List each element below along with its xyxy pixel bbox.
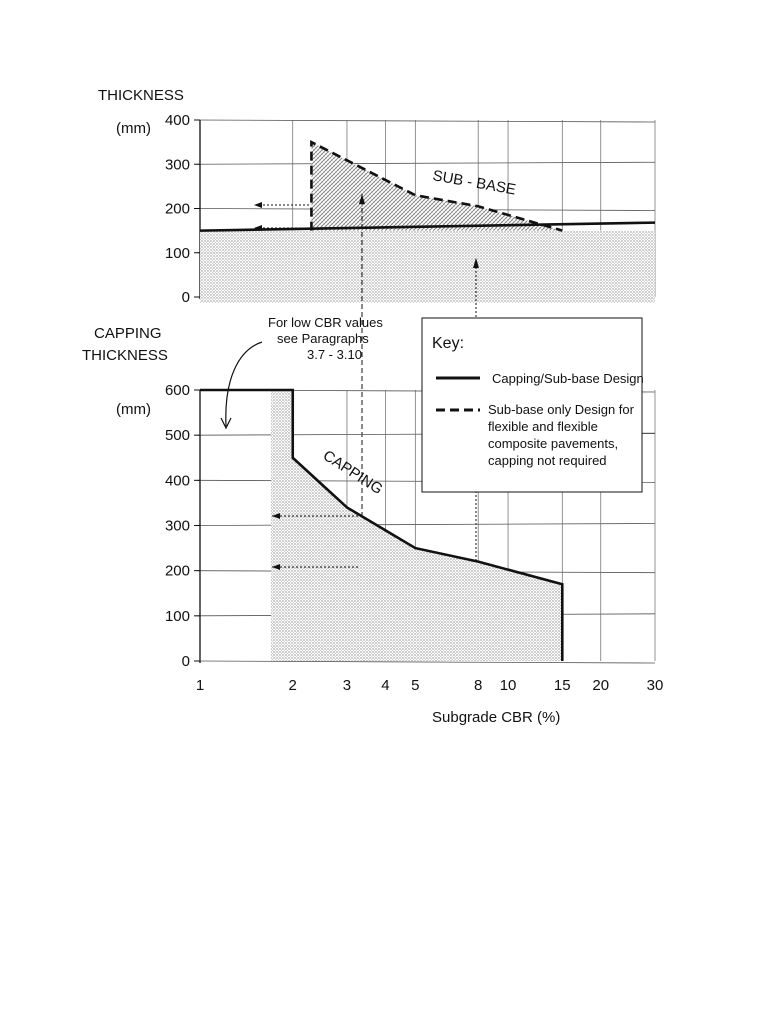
y-tick-label: 500	[164, 427, 190, 445]
subbase-ylabel-line2: (mm)	[116, 120, 151, 137]
y-tick-label: 300	[164, 156, 190, 174]
reading-arrow-head	[254, 202, 262, 208]
y-tick-label: 400	[164, 472, 190, 490]
gridline-horizontal	[197, 661, 655, 663]
x-tick-label: 10	[499, 677, 517, 694]
note-line1: For low CBR values	[268, 315, 383, 330]
capping-label: CAPPING	[319, 447, 386, 499]
y-tick-label: 200	[164, 200, 190, 218]
capping-ylabel-line1: CAPPING	[94, 325, 162, 342]
capping-ylabel-line3: (mm)	[116, 401, 151, 418]
subbase-label: SUB - BASE	[431, 167, 518, 199]
y-tick-label: 300	[164, 517, 190, 535]
gridline-horizontal	[197, 162, 655, 164]
x-tick-label: 15	[553, 677, 571, 694]
note-line3: 3.7 - 3.10	[307, 347, 362, 362]
x-axis-title: Subgrade CBR (%)	[432, 709, 561, 726]
key-dashed-line2: flexible and flexible	[488, 419, 598, 434]
key-title: Key:	[432, 335, 465, 352]
subbase-fill	[200, 231, 655, 303]
subbase-ylabel-line1: THICKNESS	[98, 87, 184, 104]
y-tick-label: 0	[181, 653, 190, 670]
x-tick-label: 1	[195, 677, 205, 694]
key-box	[422, 318, 644, 492]
note-arrow	[226, 342, 262, 426]
capping-ylabel-line2: THICKNESS	[82, 347, 168, 364]
note-line2: see Paragraphs	[277, 331, 369, 346]
gridline-horizontal	[197, 524, 655, 526]
key-solid-label: Capping/Sub-base Design	[492, 371, 644, 386]
gridline-horizontal	[197, 120, 655, 122]
y-tick-label: 400	[164, 112, 190, 129]
x-tick-labels	[196, 677, 664, 694]
key-dashed-line1: Sub-base only Design for	[488, 402, 634, 417]
x-tick-label: 2	[288, 677, 297, 694]
x-tick-label: 30	[646, 677, 664, 694]
x-tick-label: 3	[342, 677, 352, 694]
y-tick-label: 200	[164, 562, 190, 580]
y-tick-label: 0	[181, 289, 190, 306]
x-tick-label: 8	[474, 677, 483, 694]
x-tick-label: 4	[381, 677, 390, 694]
y-tick-label: 100	[164, 607, 190, 625]
x-tick-label: 5	[411, 677, 420, 694]
key-dashed-line4: capping not required	[488, 453, 607, 468]
subbase-only-fill	[311, 142, 562, 231]
y-tick-label: 600	[164, 382, 190, 399]
x-tick-label: 20	[592, 677, 610, 694]
key-dashed-line3: composite pavements,	[488, 436, 619, 451]
y-tick-label: 100	[164, 244, 190, 262]
